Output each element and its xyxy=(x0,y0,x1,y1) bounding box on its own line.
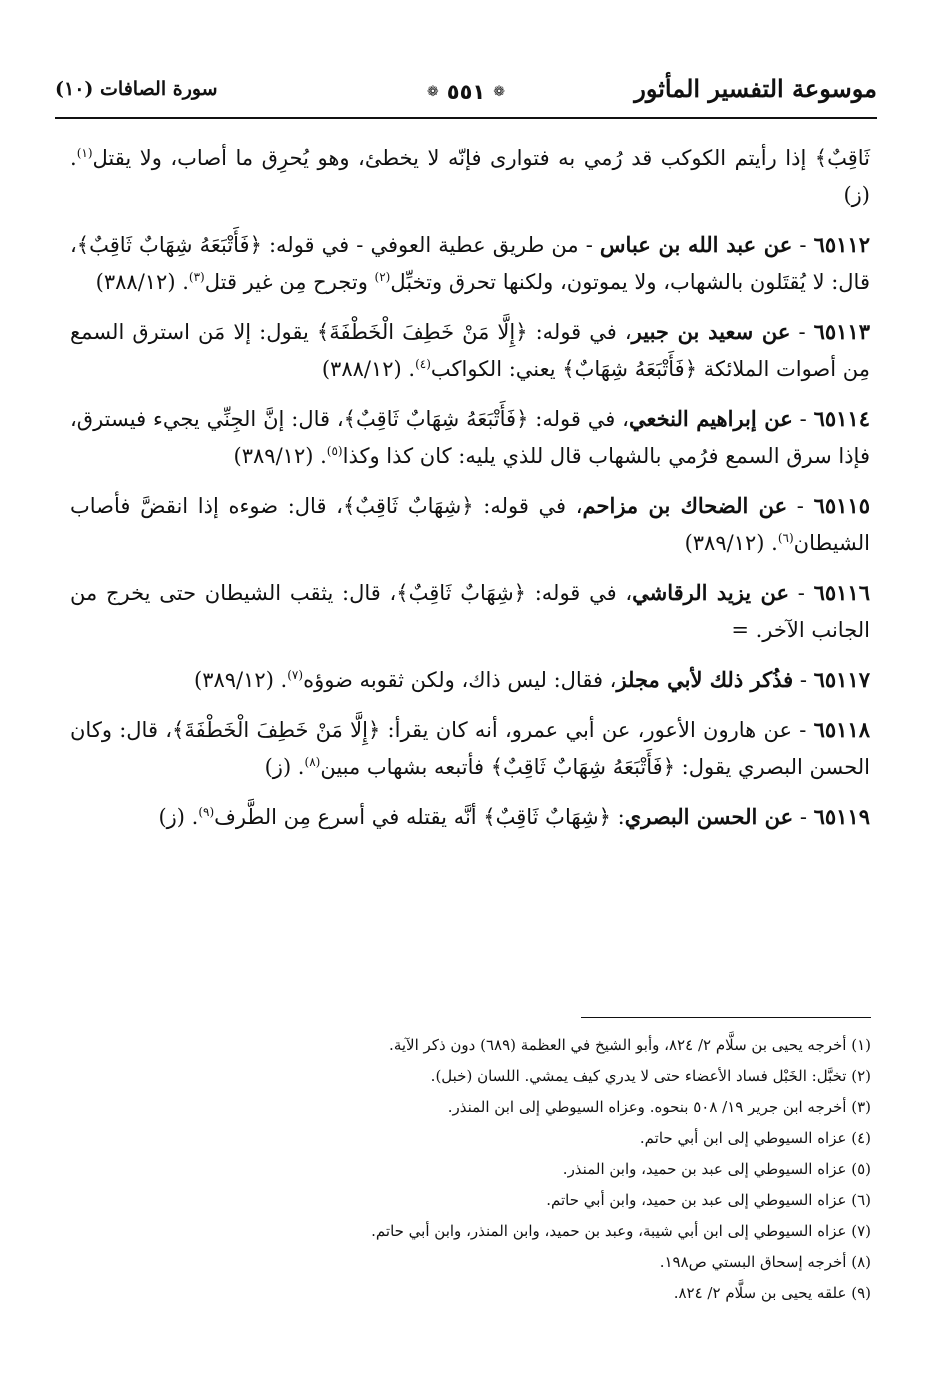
main-text xyxy=(70,140,870,848)
page-header xyxy=(55,70,877,110)
page-number-block xyxy=(427,80,505,104)
narrator-name: عن الحسن البصري xyxy=(624,804,794,829)
footnote-ref: (٥) xyxy=(326,444,343,458)
footnote: (٣) أخرجه ابن جرير ١٩/ ٥٠٨ بنحوه. وعزاه السيوطي إلى ابن المنذر. xyxy=(447,1098,871,1116)
footnote-ref: (٢) xyxy=(374,270,391,284)
footnote-ref: (٨) xyxy=(304,755,321,769)
paragraph-text: ، في قوله: ﴿فَأَتْبَعَهُ شِهَابٌ ثَاقِبٌ﴾، قال: إنَّ الجِنِّي يجيء فيسترق، فإذا سرق السمع فرُمي بالشهاب قال للذي يليه: كان كذا وكذا xyxy=(70,407,870,468)
paragraph-tail: . (٣٨٩/١٢) xyxy=(684,531,778,555)
paragraph-tail: . (٣٨٩/١٢) xyxy=(194,668,288,692)
narration-number: ٦٥١١٣ xyxy=(813,319,870,344)
footnote: (٧) عزاه السيوطي إلى ابن أبي شيبة، وعبد بن حميد، وابن المنذر، وابن أبي حاتم. xyxy=(371,1222,871,1240)
narration-65115: ٦٥١١٥ - عن الضحاك بن مزاحم، في قوله: ﴿شِهَابٌ ثَاقِبٌ﴾، قال: ضوءه إذا انقضَّ فأصاب الشيطان$^{(٦)}$. (٣٨٩/١٢) xyxy=(70,493,870,555)
footnote-ref: (٧) xyxy=(287,668,304,682)
footnote: (٥) عزاه السيوطي إلى عبد بن حميد، وابن المنذر. xyxy=(562,1160,871,1178)
narrator-name: فذُكر ذلك لأبي مجلز xyxy=(616,667,794,692)
narration-65113: ٦٥١١٣ - عن سعيد بن جبير، في قوله: ﴿إِلَّا مَنْ خَطِفَ الْخَطْفَةَ﴾ يقول: إلا مَن استرق السمع مِن أصوات الملائكة ﴿فَأَتْبَعَهُ شِهَابٌ﴾ يعني: الكواكب$^{(٤)}$. (٣٨٨/١٢) xyxy=(70,319,870,381)
paragraph-tail: . (ز) xyxy=(264,755,305,779)
narrator-name: عن سعيد بن جبير xyxy=(631,319,791,344)
footnote: (٨) أخرجه إسحاق البستي ص١٩٨. xyxy=(659,1253,871,1271)
paragraph-text: عن هارون الأعور، عن أبي عمرو، أنه كان يقرأ: ﴿إِلَّا مَنْ خَطِفَ الْخَطْفَةَ﴾، قال: وكان الحسن البصري يقول: ﴿فَأَتْبَعَهُ شِهَابٌ ثَاقِبٌ﴾ فأتبعه بشهاب مبين xyxy=(70,718,870,779)
narrator-name: عن يزيد الرقاشي xyxy=(632,580,790,605)
surah-title: سورة الصافات (١٠) xyxy=(55,78,218,100)
paragraph-tail: . (٣٨٨/١٢) xyxy=(95,270,189,294)
paragraph-text: : ﴿شِهَابٌ ثَاقِبٌ﴾ أنَّه يقتله في أسرع مِن الطَّرف xyxy=(214,805,625,829)
narration-65118: ٦٥١١٨ - عن هارون الأعور، عن أبي عمرو، أنه كان يقرأ: ﴿إِلَّا مَنْ خَطِفَ الْخَطْفَةَ﴾، قال: وكان الحسن البصري يقول: ﴿فَأَتْبَعَهُ شِهَابٌ ثَاقِبٌ﴾ فأتبعه بشهاب مبين$^{(٨)}$. (ز) xyxy=(70,717,870,779)
narration-number: ٦٥١١٦ xyxy=(813,580,870,605)
paragraph-tail: . (ز) xyxy=(158,805,199,829)
paragraph-text: ، فقال: ليس ذاك، ولكن ثقوبه ضوؤه xyxy=(303,668,617,692)
narration-number: ٦٥١١٧ xyxy=(813,667,870,692)
footnote: (١) أخرجه يحيى بن سلَّام ٢/ ٨٢٤، وأبو الشيخ في العظمة (٦٨٩) دون ذكر الآية. xyxy=(389,1036,871,1054)
ornament-icon: ❁ xyxy=(427,84,439,100)
footnote-ref: (٤) xyxy=(415,357,431,371)
paragraph-tail: . (٣٨٩/١٢) xyxy=(233,444,327,468)
paragraph-tail: . (٣٨٨/١٢) xyxy=(321,357,416,381)
narrator-name: عن الضحاك بن مزاحم xyxy=(582,493,788,518)
paragraph-tail: . (ز) xyxy=(70,146,870,207)
narration-number: ٦٥١١٥ xyxy=(813,493,870,518)
paragraph-text: ثَاقِبٌ﴾ إذا رأيتم الكوكب قد رُمي به فتوارى فإنّه لا يخطئ، وهو يُحرِق ما أصاب، ولا يقتل xyxy=(92,146,870,170)
page-number: ٥٥١ xyxy=(446,80,486,104)
narration-65119: ٦٥١١٩ - عن الحسن البصري: ﴿شِهَابٌ ثَاقِبٌ﴾ أنَّه يقتله في أسرع مِن الطَّرف$^{(٩)}$. (ز) xyxy=(158,804,870,829)
paragraph-text: - من طريق عطية العوفي - في قوله: ﴿فَأَتْبَعَهُ شِهَابٌ ثَاقِبٌ﴾، قال: لا يُقتَلون بالشهاب، ولا يموتون، ولكنها تحرق وتخبِّل xyxy=(70,233,870,294)
footnote-ref: (٩) xyxy=(198,805,215,819)
narration-65112: ٦٥١١٢ - عن عبد الله بن عباس - من طريق عطية العوفي - في قوله: ﴿فَأَتْبَعَهُ شِهَابٌ ثَاقِبٌ﴾، قال: لا يُقتَلون بالشهاب، ولا يموتون، ولكنها تحرق وتخبِّل$^{(٢)}$ وتجرح مِن غير قتل$^{(٣)}$. (٣٨٨/١٢) xyxy=(70,232,870,294)
footnote: (٩) علقه يحيى بن سلَّام ٢/ ٨٢٤. xyxy=(673,1284,871,1302)
paragraph-text: وتجرح مِن غير قتل xyxy=(204,270,375,294)
footnotes xyxy=(71,1030,871,1309)
header-divider xyxy=(55,117,877,119)
paragraph xyxy=(70,140,870,214)
narration-65117: ٦٥١١٧ - فذُكر ذلك لأبي مجلز، فقال: ليس ذاك، ولكن ثقوبه ضوؤه$^{(٧)}$. (٣٨٩/١٢) xyxy=(194,667,870,692)
paragraph-text: ، في قوله: ﴿إِلَّا مَنْ خَطِفَ الْخَطْفَةَ﴾ يقول: إلا مَن استرق السمع مِن أصوات الملائكة ﴿فَأَتْبَعَهُ شِهَابٌ﴾ يعني: الكواكب xyxy=(70,320,870,381)
narrator-name: عن إبراهيم النخعي xyxy=(628,406,793,431)
ornament-icon: ❁ xyxy=(493,84,505,100)
footnote: (٢) تخبَّل: الخَبْل فساد الأعضاء حتى لا يدري كيف يمشي. اللسان (خبل). xyxy=(430,1067,871,1085)
footnote-ref: (١) xyxy=(76,146,93,160)
narrator-name: عن عبد الله بن عباس xyxy=(599,232,793,257)
narration-number: ٦٥١١٩ xyxy=(813,804,870,829)
narration-65114: ٦٥١١٤ - عن إبراهيم النخعي، في قوله: ﴿فَأَتْبَعَهُ شِهَابٌ ثَاقِبٌ﴾، قال: إنَّ الجِنِّي يجيء فيسترق، فإذا سرق السمع فرُمي بالشهاب قال للذي يليه: كان كذا وكذا$^{(٥)}$. (٣٨٩/١٢) xyxy=(70,406,870,468)
footnote: (٦) عزاه السيوطي إلى عبد بن حميد، وابن أبي حاتم. xyxy=(546,1191,871,1209)
footnote-divider xyxy=(581,1017,871,1018)
narration-number: ٦٥١١٢ xyxy=(813,232,870,257)
paragraph-text: ، في قوله: ﴿شِهَابٌ ثَاقِبٌ﴾، قال: ضوءه إذا انقضَّ فأصاب الشيطان xyxy=(70,494,870,555)
narration-number: ٦٥١١٤ xyxy=(813,406,870,431)
book-title: موسوعة التفسير المأثور xyxy=(634,74,877,103)
paragraph-text: ، في قوله: ﴿شِهَابٌ ثَاقِبٌ﴾، قال: يثقب الشيطان حتى يخرج من الجانب الآخر. = xyxy=(70,581,870,642)
narration-65116: ٦٥١١٦ - عن يزيد الرقاشي، في قوله: ﴿شِهَابٌ ثَاقِبٌ﴾، قال: يثقب الشيطان حتى يخرج من الجانب الآخر. = xyxy=(70,580,870,642)
footnote: (٤) عزاه السيوطي إلى ابن أبي حاتم. xyxy=(639,1129,871,1147)
footnote-ref: (٣) xyxy=(188,270,205,284)
narration-number: ٦٥١١٨ xyxy=(813,717,870,742)
footnote-ref: (٦) xyxy=(777,531,794,545)
